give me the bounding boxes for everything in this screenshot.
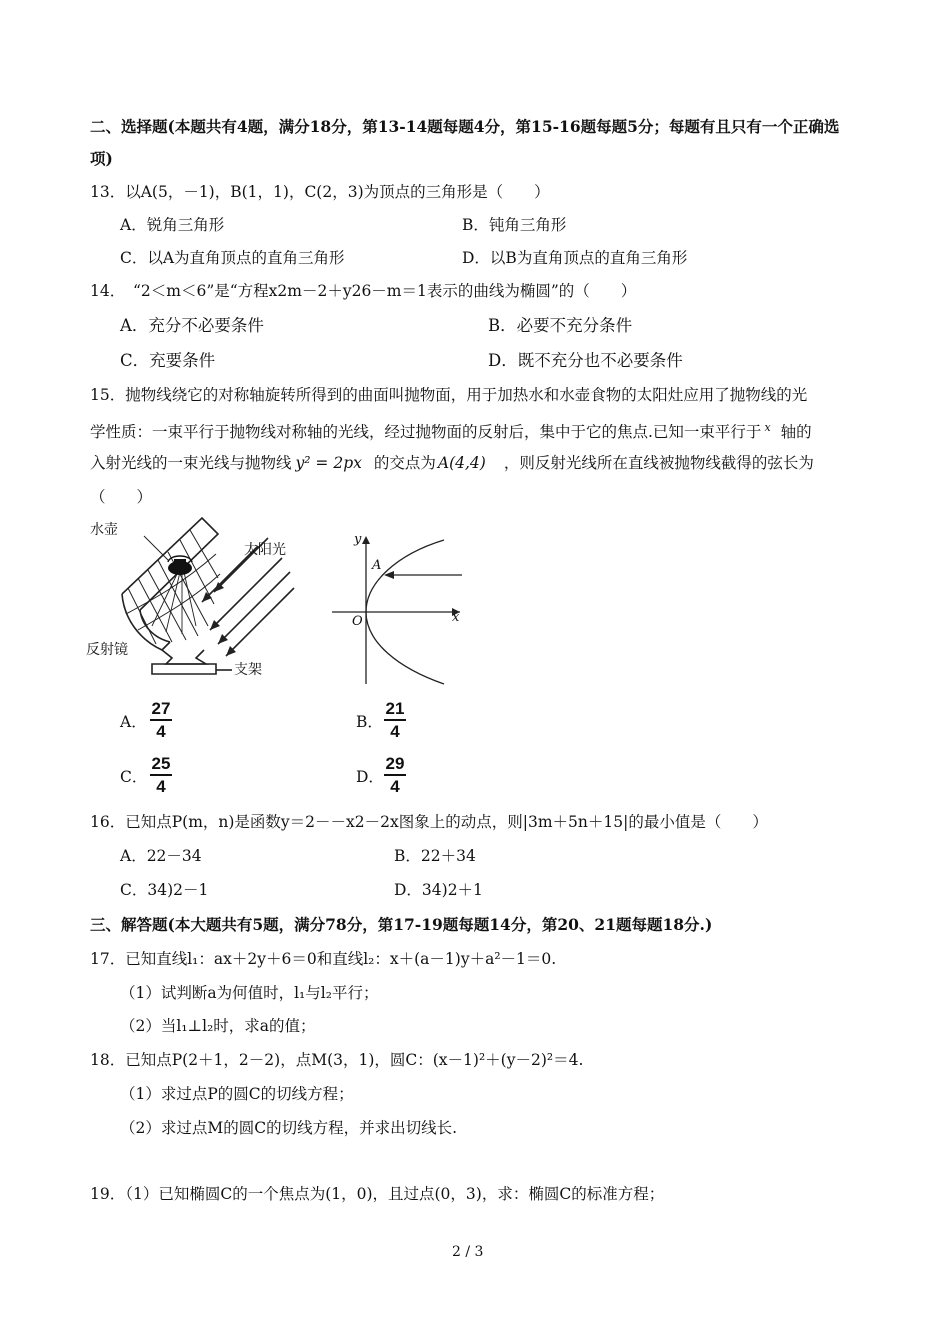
section-2-heading-line1: 二、选择题(本题共有4题，满分18分，第13-14题每题4分，第15-16题每题5分；每题有且只有一个正确选 (90, 117, 840, 136)
q16-stem: 16．已知点P(m，n)是函数y＝2－－x2－2x图象上的动点，则|3m＋5n＋15|的最小值是（ ） (90, 813, 768, 831)
q15-option-b-denominator: 4 (390, 722, 400, 741)
q15-line3-end: ，则反射光线所在直线被抛物线截得的弦长为 (503, 454, 814, 472)
q18-part2: （2）求过点M的圆C的切线方程，并求出切线长. (120, 1119, 458, 1137)
q15-line2-text: 学性质：一束平行于抛物线对称轴的光线，经过抛物面的反射后，集中于它的焦点.已知一束平行于 (90, 423, 762, 441)
label-y-axis: y (354, 532, 362, 547)
section-3-heading: 三、解答题(本大题共有5题，满分78分，第17-19题每题14分，第20、21题每题18分.) (90, 915, 713, 934)
q17-part2: （2）当l₁⊥l₂时，求a的值； (120, 1017, 316, 1035)
q15-option-d-numerator: 29 (385, 754, 405, 773)
q15-line3-mid: 的交点为 (373, 454, 436, 472)
label-sunlight: 太阳光 (244, 542, 286, 558)
section-2-heading-line2: 项) (90, 149, 113, 168)
q15-option-c-fraction (150, 755, 172, 795)
q15-option-c-numerator: 25 (151, 754, 171, 773)
q17-stem: 17．已知直线l₁：ax＋2y＋6＝0和直线l₂：x＋(a－1)y＋a²－1＝0. (90, 950, 557, 968)
q13-option-b: B．钝角三角形 (462, 216, 567, 234)
label-kettle: 水壶 (90, 522, 118, 538)
q14-option-a: A．充分不必要条件 (120, 316, 264, 335)
q15-line2 (90, 418, 812, 442)
q13-option-a: A．锐角三角形 (120, 216, 225, 234)
q13-stem: 13．以A(5，－1)，B(1，1)，C(2，3)为顶点的三角形是（ ） (90, 183, 550, 201)
label-point-a: A (372, 558, 382, 573)
q14-option-b: B．必要不充分条件 (488, 316, 633, 335)
q15-option-b-numerator: 21 (385, 699, 405, 718)
q15-line2-end: 轴的 (780, 423, 812, 441)
label-mirror: 反射镜 (86, 642, 128, 658)
q17-part1: （1）试判断a为何值时，l₁与l₂平行； (120, 984, 379, 1002)
q15-option-b-label: B． (356, 713, 383, 731)
q15-line3 (90, 453, 814, 473)
q19-stem: 19．（1）已知椭圆C的一个焦点为(1，0)，且过点(0，3)，求：椭圆C的标准方程； (90, 1185, 665, 1203)
q15-line1: 15．抛物线绕它的对称轴旋转所得到的曲面叫抛物面，用于加热水和水壶食物的太阳灶应用了抛物线的光 (90, 386, 808, 404)
q15-x-axis-symbol: x (764, 421, 771, 434)
q15-option-a-denominator: 4 (156, 722, 166, 741)
q15-parabola-equation: y² = 2px (295, 454, 362, 472)
solar-cooker-figure (82, 514, 302, 684)
label-stand: 支架 (234, 662, 262, 678)
q15-option-b-fraction (384, 700, 406, 740)
q16-option-a: A．22－34 (120, 847, 202, 865)
q14-option-c: C．充要条件 (120, 351, 216, 370)
kettle-icon (168, 561, 192, 575)
q15-option-a-fraction (150, 700, 172, 740)
parabola-graph (328, 532, 468, 688)
label-origin: O (352, 614, 363, 629)
q15-option-a-numerator: 27 (151, 699, 171, 718)
label-x-axis: x (452, 610, 460, 625)
q16-option-b: B．22＋34 (394, 847, 476, 865)
q16-option-d: D．34)2＋1 (394, 881, 483, 899)
q15-option-c-label: C． (120, 768, 148, 786)
q18-stem: 18．已知点P(2＋1，2－2)，点M(3，1)，圆C：(x－1)²＋(y－2)²＝4. (90, 1051, 584, 1069)
q15-line3-text: 入射光线的一束光线与抛物线 (90, 454, 292, 472)
q18-part1: （1）求过点P的圆C的切线方程； (120, 1085, 354, 1103)
q15-option-a-label: A． (120, 713, 147, 731)
q15-answer-brackets: （ ） (90, 488, 153, 506)
q16-option-c: C．34)2－1 (120, 881, 209, 899)
q13-option-d: D．以B为直角顶点的直角三角形 (462, 249, 688, 267)
page-number: 2 / 3 (452, 1244, 484, 1260)
q14-stem: 14． “2＜m＜6”是“方程x2m－2＋y26－m＝1表示的曲线为椭圆”的（ ） (90, 282, 637, 300)
q15-option-c-denominator: 4 (156, 777, 166, 796)
q15-option-d-denominator: 4 (390, 777, 400, 796)
q15-option-d-label: D． (356, 768, 384, 786)
parabola-figure (328, 532, 468, 688)
q13-option-c: C．以A为直角顶点的直角三角形 (120, 249, 345, 267)
q15-option-d-fraction (384, 755, 406, 795)
q15-point-a: A(4,4) (437, 454, 486, 472)
q14-option-d: D．既不充分也不必要条件 (488, 351, 683, 370)
